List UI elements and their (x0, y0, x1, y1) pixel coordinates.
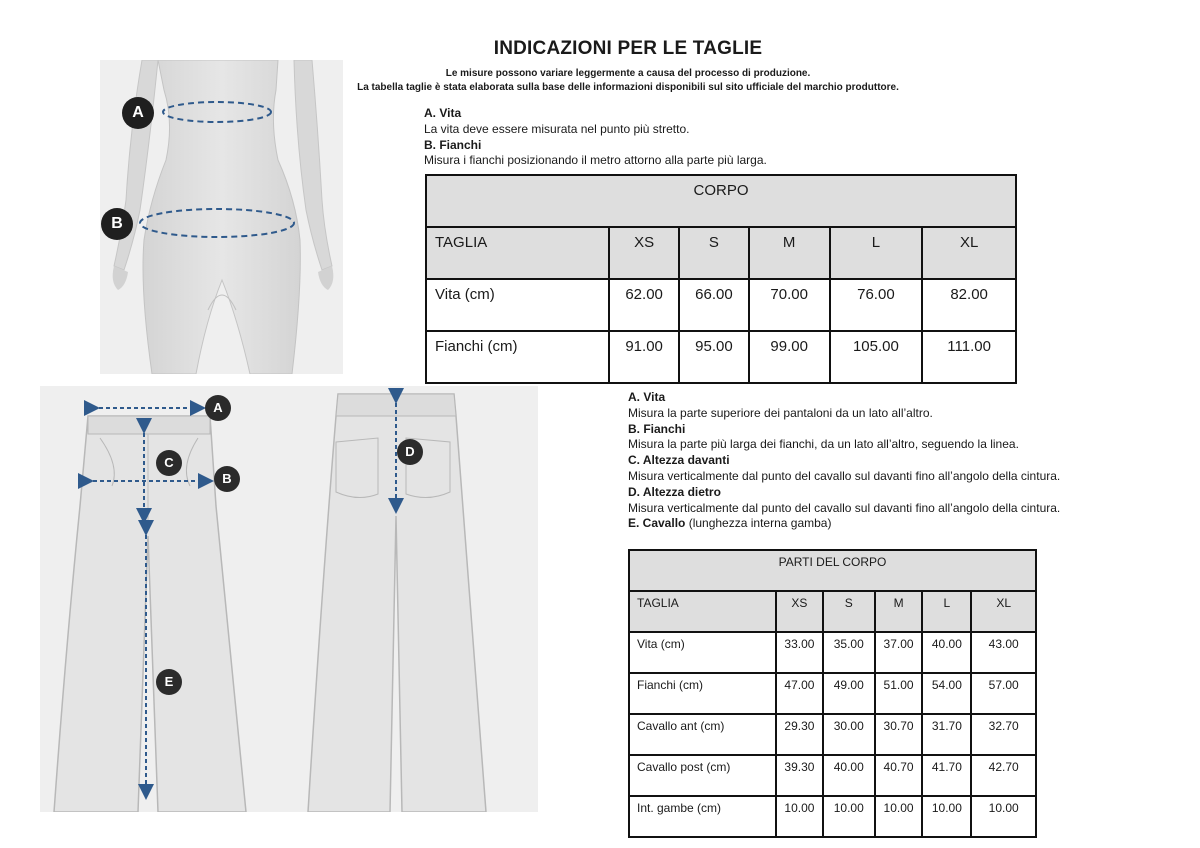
production-note: Le misure possono variare leggermente a causa del processo di produzione. (445, 68, 811, 79)
header-cell: XL (971, 591, 1036, 632)
value-cell: 40.00 (823, 755, 875, 796)
value-cell: 54.00 (922, 673, 971, 714)
value-cell: 35.00 (823, 632, 875, 673)
row-label: Cavallo post (cm) (629, 755, 776, 796)
table-header-row (629, 591, 1036, 632)
garment-size-table (628, 549, 1037, 838)
page-title: INDICAZIONI PER LE TAGLIE (493, 38, 763, 59)
table-header-row (426, 227, 1016, 279)
value-cell: 62.00 (609, 279, 679, 331)
value-cell: 105.00 (830, 331, 923, 383)
header-cell: XL (922, 227, 1016, 279)
value-cell: 40.00 (922, 632, 971, 673)
marker-b: B (101, 208, 133, 240)
marker-c: C (156, 450, 182, 476)
value-cell: 111.00 (922, 331, 1016, 383)
value-cell: 51.00 (875, 673, 923, 714)
table-row (426, 331, 1016, 383)
garment-guide-title-c: C. Altezza davanti (628, 453, 730, 468)
value-cell: 57.00 (971, 673, 1036, 714)
value-cell: 31.70 (922, 714, 971, 755)
table-caption-row (426, 175, 1016, 227)
body-guide-title-b: B. Fianchi (424, 137, 482, 152)
header-cell: M (749, 227, 830, 279)
marker-e: E (156, 669, 182, 695)
row-label: Fianchi (cm) (629, 673, 776, 714)
header-cell: S (679, 227, 749, 279)
value-cell: 99.00 (749, 331, 830, 383)
table-caption-row (629, 550, 1036, 591)
value-cell: 10.00 (823, 796, 875, 837)
table-row (629, 714, 1036, 755)
row-label: Cavallo ant (cm) (629, 714, 776, 755)
header-cell: L (922, 591, 971, 632)
row-label: Fianchi (cm) (426, 331, 609, 383)
table-row (426, 279, 1016, 331)
value-cell: 29.30 (776, 714, 823, 755)
table-caption: PARTI DEL CORPO (629, 550, 1036, 591)
header-cell: M (875, 591, 923, 632)
table-row (629, 755, 1036, 796)
value-cell: 76.00 (830, 279, 923, 331)
value-cell: 66.00 (679, 279, 749, 331)
value-cell: 39.30 (776, 755, 823, 796)
marker-a: A (122, 97, 154, 129)
garment-guide-text-d: Misura verticalmente dal punto del cavallo sul davanti fino all’angolo della cintura. (628, 500, 1061, 515)
header-cell: TAGLIA (426, 227, 609, 279)
garment-guide-text-c: Misura verticalmente dal punto del cavallo sul davanti fino all’angolo della cintura. (628, 468, 1061, 483)
header-cell: S (823, 591, 875, 632)
table-row (629, 673, 1036, 714)
value-cell: 82.00 (922, 279, 1016, 331)
value-cell: 10.00 (922, 796, 971, 837)
body-guide-text-b: Misura i fianchi posizionando il metro attorno alla parte più larga. (424, 153, 767, 168)
header-cell: L (830, 227, 923, 279)
garment-guide (628, 390, 1188, 532)
value-cell: 33.00 (776, 632, 823, 673)
marker-b: B (214, 466, 240, 492)
value-cell: 10.00 (776, 796, 823, 837)
header-cell: XS (776, 591, 823, 632)
marker-d: D (397, 439, 423, 465)
garment-guide-title-d: D. Altezza dietro (628, 484, 721, 499)
table-row (629, 796, 1036, 837)
value-cell: 37.00 (875, 632, 923, 673)
pants-illustration (40, 386, 538, 812)
marker-a: A (205, 395, 231, 421)
value-cell: 41.70 (922, 755, 971, 796)
garment-guide-text-b: Misura la parte più larga dei fianchi, da un lato all’altro, seguendo la linea. (628, 437, 1019, 452)
body-figure (100, 60, 343, 374)
row-label: Vita (cm) (426, 279, 609, 331)
value-cell: 49.00 (823, 673, 875, 714)
row-label: Int. gambe (cm) (629, 796, 776, 837)
value-cell: 95.00 (679, 331, 749, 383)
value-cell: 91.00 (609, 331, 679, 383)
value-cell: 10.00 (875, 796, 923, 837)
value-cell: 43.00 (971, 632, 1036, 673)
garment-guide-title-e: E. Cavallo (628, 516, 686, 531)
garment-guide-title-a: A. Vita (628, 390, 666, 404)
value-cell: 10.00 (971, 796, 1036, 837)
value-cell: 40.70 (875, 755, 923, 796)
table-caption: CORPO (426, 175, 1016, 227)
value-cell: 47.00 (776, 673, 823, 714)
table-row (629, 632, 1036, 673)
body-guide-title-a: A. Vita (424, 106, 462, 120)
header-cell: TAGLIA (629, 591, 776, 632)
garment-guide-text-a: Misura la parte superiore dei pantaloni da un lato all’altro. (628, 405, 933, 420)
garment-guide-title-b: B. Fianchi (628, 421, 686, 436)
value-cell: 30.70 (875, 714, 923, 755)
garment-guide-line-e (628, 516, 1188, 532)
value-cell: 32.70 (971, 714, 1036, 755)
value-cell: 30.00 (823, 714, 875, 755)
source-note: La tabella taglie è stata elaborata sulla base delle informazioni disponibili sul sito ufficiale del marchio produttore. (357, 82, 899, 93)
pants-figure (40, 386, 538, 812)
row-label: Vita (cm) (629, 632, 776, 673)
value-cell: 42.70 (971, 755, 1036, 796)
header-cell: XS (609, 227, 679, 279)
body-size-table (425, 174, 1017, 384)
body-guide (424, 106, 984, 169)
garment-guide-text-e: (lunghezza interna gamba) (688, 516, 832, 531)
value-cell: 70.00 (749, 279, 830, 331)
body-guide-text-a: La vita deve essere misurata nel punto più stretto. (424, 121, 690, 136)
